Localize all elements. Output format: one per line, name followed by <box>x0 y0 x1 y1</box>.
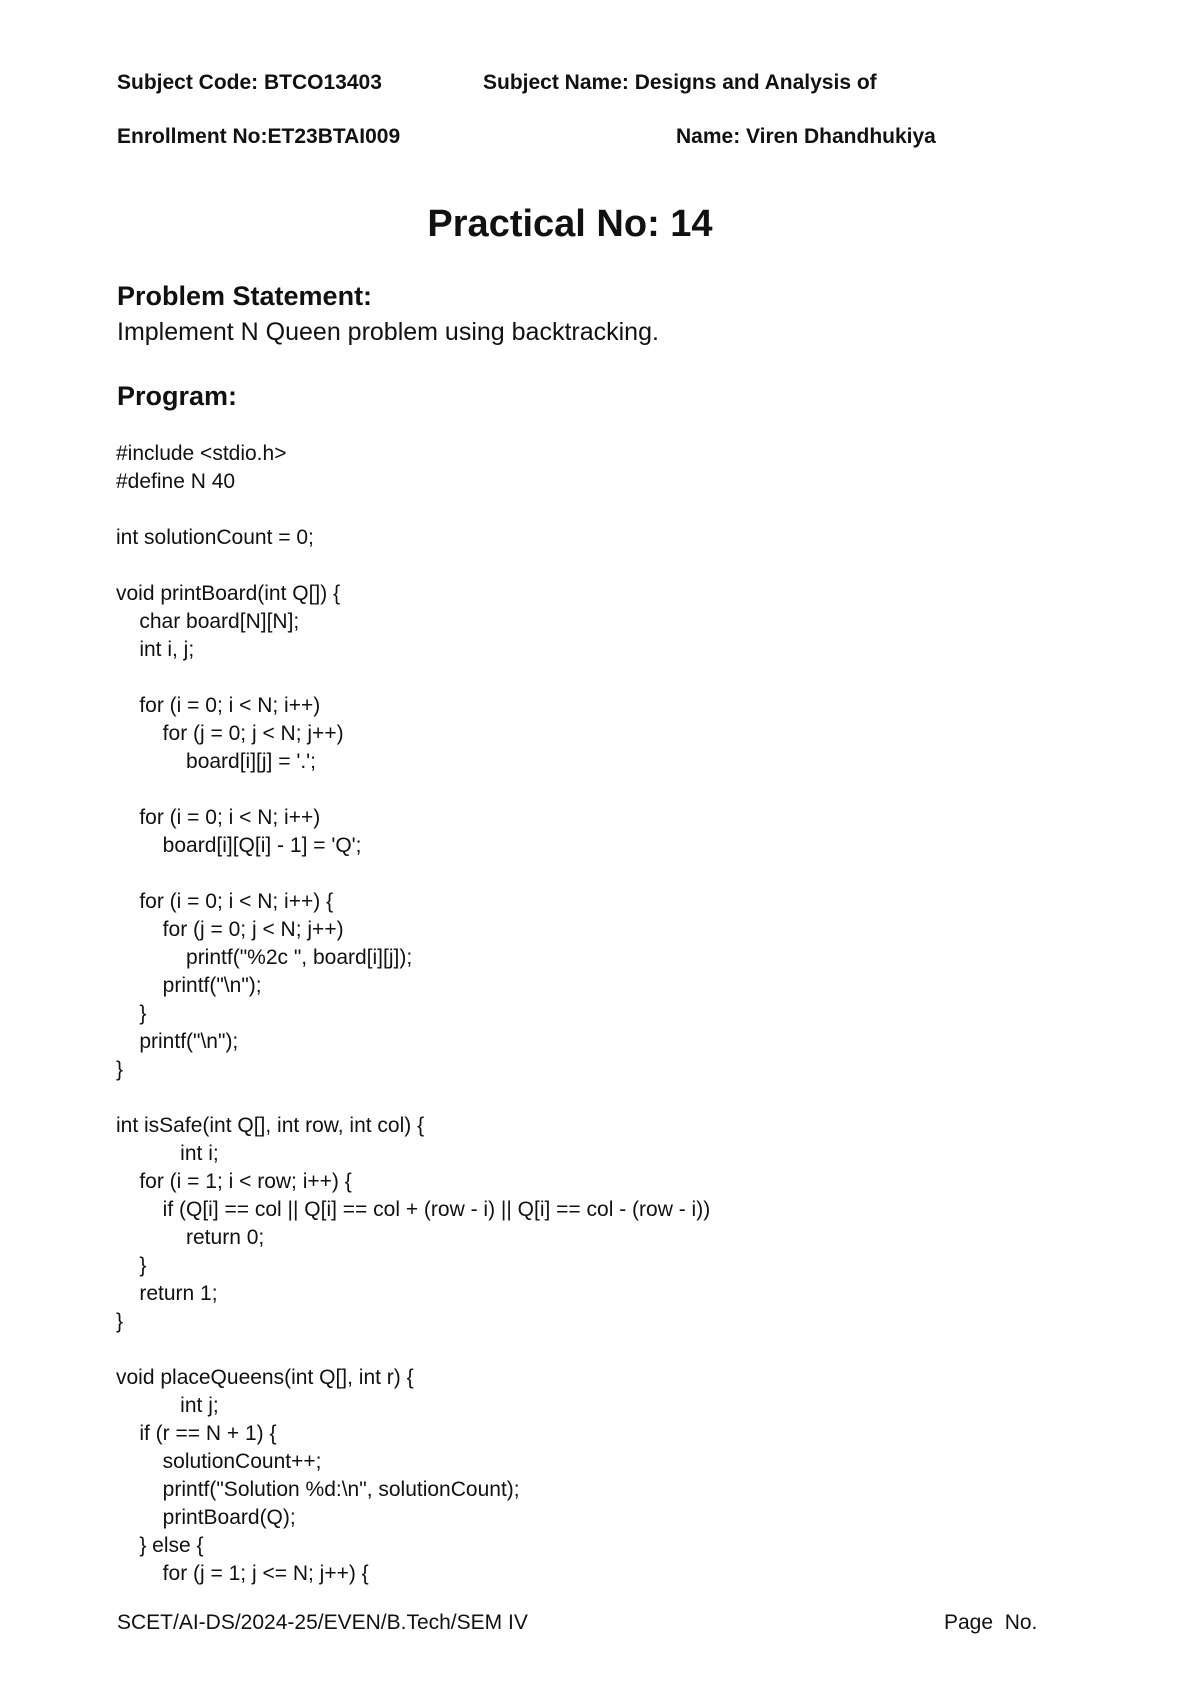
code-line <box>116 664 710 692</box>
code-line: printf("Solution %d:\n", solutionCount); <box>116 1478 520 1501</box>
code-line: } <box>116 1058 124 1081</box>
code-line: } else { <box>116 1534 204 1557</box>
code-line: } <box>116 1254 147 1277</box>
code-line: printf("\n"); <box>116 974 262 997</box>
code-line: printf("\n"); <box>116 1030 239 1053</box>
code-line: solutionCount++; <box>116 1450 322 1473</box>
program-code <box>116 440 710 1588</box>
code-line: } <box>116 1002 147 1025</box>
code-line: printf("%2c ", board[i][j]); <box>116 946 413 969</box>
code-line <box>116 860 710 888</box>
code-line <box>116 776 710 804</box>
code-line <box>116 496 710 524</box>
footer-page-number: Page No. <box>944 1611 1038 1634</box>
program-heading: Program: <box>117 381 238 411</box>
code-line: #define N 40 <box>116 470 236 493</box>
code-line: printBoard(Q); <box>116 1506 296 1529</box>
student-name: Name: Viren Dhandhukiya <box>676 125 936 148</box>
code-line <box>116 1084 710 1112</box>
page-title: Practical No: 14 <box>427 203 713 245</box>
code-line: for (i = 0; i < N; i++) <box>116 806 321 829</box>
code-line: board[i][Q[i] - 1] = 'Q'; <box>116 834 362 857</box>
enrollment-number: Enrollment No:ET23BTAI009 <box>117 125 401 148</box>
code-line <box>116 552 710 580</box>
code-line: int i, j; <box>116 638 195 661</box>
code-line: void printBoard(int Q[]) { <box>116 582 341 605</box>
code-line: return 0; <box>116 1226 265 1249</box>
code-line: return 1; <box>116 1282 218 1305</box>
code-line: } <box>116 1310 124 1333</box>
code-line: if (r == N + 1) { <box>116 1422 277 1445</box>
code-line: for (j = 0; j < N; j++) <box>116 918 344 941</box>
code-line: for (i = 0; i < N; i++) <box>116 694 321 717</box>
code-line: if (Q[i] == col || Q[i] == col + (row - i) || Q[i] == col - (row - i)) <box>116 1198 711 1221</box>
code-line: for (j = 0; j < N; j++) <box>116 722 344 745</box>
subject-name: Subject Name: Designs and Analysis of <box>483 71 877 94</box>
code-line: for (i = 0; i < N; i++) { <box>116 890 334 913</box>
footer-course-info: SCET/AI-DS/2024-25/EVEN/B.Tech/SEM IV <box>117 1611 528 1634</box>
code-line: for (j = 1; j <= N; j++) { <box>116 1562 369 1585</box>
code-line: int j; <box>116 1394 219 1417</box>
code-line: void placeQueens(int Q[], int r) { <box>116 1366 414 1389</box>
code-line: for (i = 1; i < row; i++) { <box>116 1170 352 1193</box>
code-line <box>116 1336 710 1364</box>
problem-statement-heading: Problem Statement: <box>117 281 373 311</box>
code-line: int i; <box>116 1142 219 1165</box>
code-line: board[i][j] = '.'; <box>116 750 317 773</box>
code-line: char board[N][N]; <box>116 610 300 633</box>
subject-code: Subject Code: BTCO13403 <box>117 71 382 94</box>
code-line: #include <stdio.h> <box>116 442 287 465</box>
problem-statement-text: Implement N Queen problem using backtracking. <box>117 318 659 346</box>
code-line: int solutionCount = 0; <box>116 526 314 549</box>
code-line: int isSafe(int Q[], int row, int col) { <box>116 1114 425 1137</box>
